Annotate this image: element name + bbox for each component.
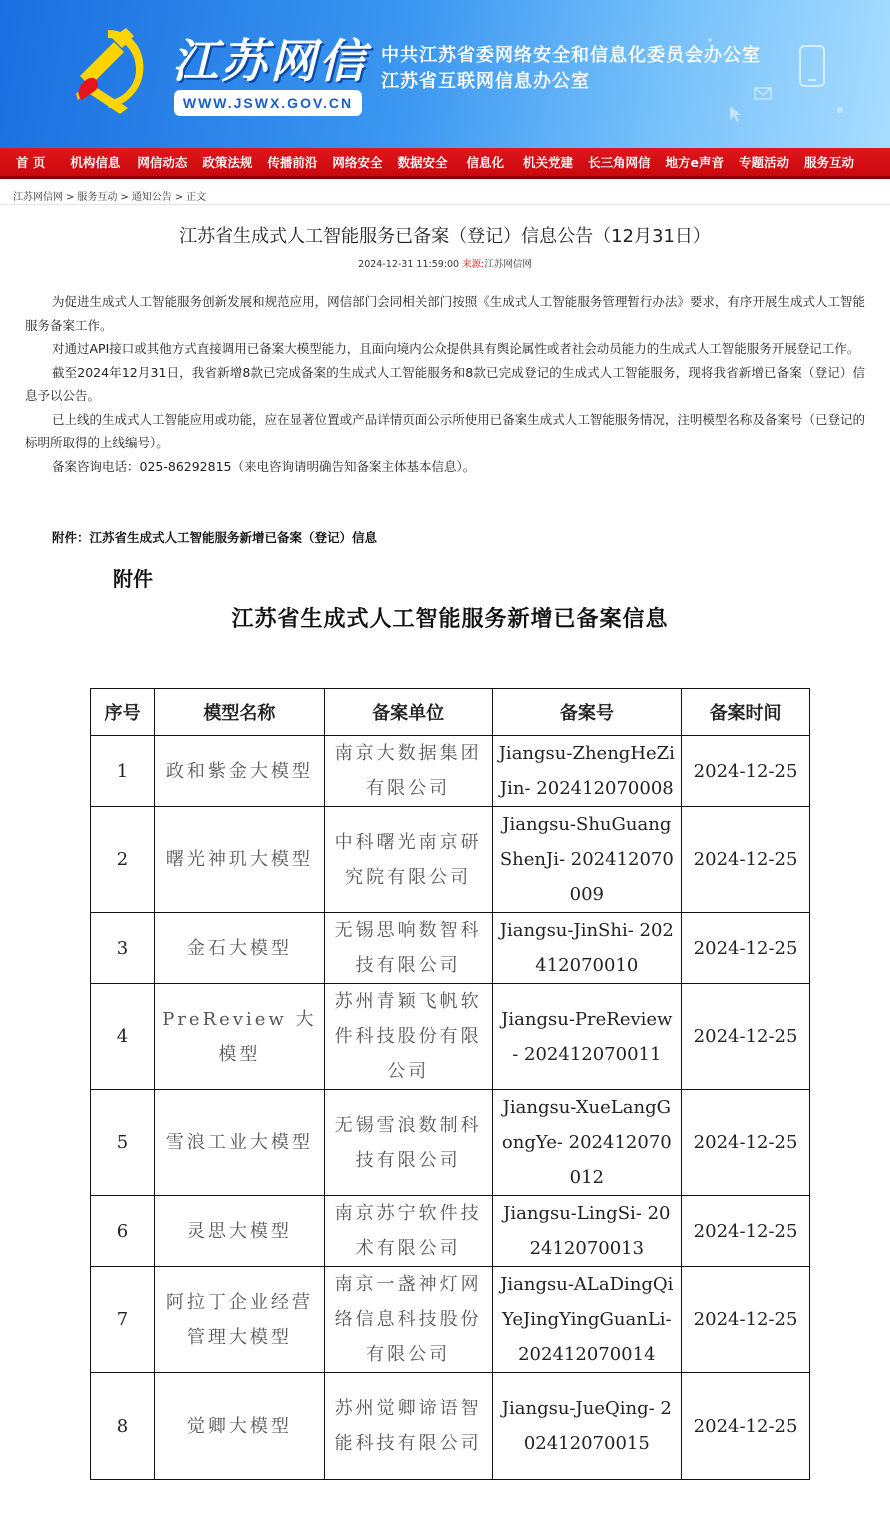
source-name: 江苏网信网 <box>484 259 532 270</box>
breadcrumb: 江苏网信网 > 服务互动 > 通知公告 > 正文 <box>13 192 207 203</box>
main-nav <box>0 148 890 179</box>
cell-reg-no: Jiangsu-ZhengHeZiJin- 202412070008 <box>492 736 682 807</box>
table-row <box>91 984 810 1090</box>
cell-unit: 苏州觉卿谛语智能科技有限公司 <box>324 1373 492 1480</box>
cell-date: 2024-12-25 <box>682 1196 810 1267</box>
table-header-row <box>91 689 810 736</box>
cell-unit: 无锡思响数智科技有限公司 <box>324 913 492 984</box>
article-meta <box>0 256 890 270</box>
cell-date: 2024-12-25 <box>682 1090 810 1196</box>
cell-date: 2024-12-25 <box>682 984 810 1090</box>
breadcrumb-service[interactable]: 服务互动 <box>77 192 118 203</box>
table-row <box>91 913 810 984</box>
cell-no: 1 <box>91 736 155 807</box>
cell-reg-no: Jiangsu-PreReview - 202412070011 <box>492 984 682 1090</box>
cell-date: 2024-12-25 <box>682 1373 810 1480</box>
nav-item-org-info[interactable]: 机构信息 <box>70 155 121 170</box>
cell-no: 3 <box>91 913 155 984</box>
cursor-icon <box>730 106 741 122</box>
table-row <box>91 807 810 913</box>
cell-model-name: 金石大模型 <box>154 913 324 984</box>
cell-unit: 苏州青颖飞帆软件科技股份有限公司 <box>324 984 492 1090</box>
cell-model-name: 灵思大模型 <box>154 1196 324 1267</box>
table-row <box>91 1267 810 1373</box>
cell-date: 2024-12-25 <box>682 913 810 984</box>
cell-model-name: 阿拉丁企业经营管理大模型 <box>154 1267 324 1373</box>
attachment-note: 附件：江苏省生成式人工智能服务新增已备案（登记）信息 <box>52 530 378 545</box>
header-reg-no: 备案号 <box>492 689 682 736</box>
nav-item-events[interactable]: 专题活动 <box>738 155 789 170</box>
header-unit: 备案单位 <box>324 689 492 736</box>
table-row <box>91 1373 810 1480</box>
breadcrumb-current: 正文 <box>186 192 207 203</box>
cell-date: 2024-12-25 <box>682 807 810 913</box>
paragraph: 备案咨询电话：025-86292815（来电咨询请明确告知备案主体基本信息）。 <box>52 458 476 474</box>
nav-item-cybersecurity[interactable]: 网络安全 <box>332 155 383 170</box>
nav-item-news[interactable]: 网信动态 <box>137 155 188 170</box>
annex-label: 附件 <box>113 567 153 591</box>
table-row <box>91 736 810 807</box>
nav-item-informatization[interactable]: 信息化 <box>466 155 504 170</box>
org-name-line2: 江苏省互联网信息办公室 <box>381 71 590 92</box>
cell-date: 2024-12-25 <box>682 1267 810 1373</box>
cell-reg-no: Jiangsu-LingSi- 202412070013 <box>492 1196 682 1267</box>
breadcrumb-home[interactable]: 江苏网信网 <box>13 192 63 203</box>
article-body <box>25 290 865 478</box>
cell-reg-no: Jiangsu-XueLangGongYe- 202412070012 <box>492 1090 682 1196</box>
cell-reg-no: Jiangsu-JueQing- 202412070015 <box>492 1373 682 1480</box>
cell-reg-no: Jiangsu-ShuGuangShenJi- 202412070009 <box>492 807 682 913</box>
publish-datetime: 2024-12-31 11:59:00 <box>358 259 460 270</box>
annex-title: 江苏省生成式人工智能服务新增已备案信息 <box>231 606 669 632</box>
breadcrumb-notices[interactable]: 通知公告 <box>131 192 172 203</box>
cell-no: 5 <box>91 1090 155 1196</box>
divider <box>0 204 890 205</box>
site-logo-text[interactable]: 江苏网信 <box>172 34 368 88</box>
paragraph: 为促进生成式人工智能服务创新发展和规范应用，网信部门会同相关部门按照《生成式人工智能服务管理暂行办法》要求，有序开展生成式人工智能服务备案工作。 <box>25 294 865 333</box>
nav-item-local-voice[interactable]: 地方e声音 <box>665 155 724 170</box>
cell-model-name: 觉卿大模型 <box>154 1373 324 1480</box>
nav-item-policy[interactable]: 政策法规 <box>202 155 253 170</box>
source-label: 来源: <box>462 259 485 270</box>
nav-item-service[interactable]: 服务互动 <box>804 155 855 170</box>
cell-no: 6 <box>91 1196 155 1267</box>
header-no: 序号 <box>91 689 155 736</box>
table-row <box>91 1196 810 1267</box>
cell-no: 8 <box>91 1373 155 1480</box>
cell-model-name: 曙光神玑大模型 <box>154 807 324 913</box>
org-name-line1: 中共江苏省委网络安全和信息化委员会办公室 <box>381 45 761 66</box>
article-title: 江苏省生成式人工智能服务已备案（登记）信息公告（12月31日） <box>179 226 711 247</box>
nav-item-party[interactable]: 机关党建 <box>522 155 573 170</box>
registration-table <box>90 688 810 1480</box>
cell-model-name: 政和紫金大模型 <box>154 736 324 807</box>
cell-unit: 南京苏宁软件技术有限公司 <box>324 1196 492 1267</box>
cell-no: 7 <box>91 1267 155 1373</box>
cell-no: 2 <box>91 807 155 913</box>
decorative-icons <box>590 0 890 148</box>
cell-date: 2024-12-25 <box>682 736 810 807</box>
site-url[interactable]: WWW.JSWX.GOV.CN <box>174 90 362 116</box>
paragraph: 截至2024年12月31日，我省新增8款已完成备案的生成式人工智能服务和8款已完成登记的生成式人工智能服务，现将我省新增已备案（登记）信息予以公告。 <box>25 364 865 403</box>
table-row <box>91 1090 810 1196</box>
cell-unit: 南京大数据集团有限公司 <box>324 736 492 807</box>
site-header <box>0 0 890 148</box>
header-date: 备案时间 <box>682 689 810 736</box>
cell-reg-no: Jiangsu-JinShi- 202412070010 <box>492 913 682 984</box>
cell-reg-no: Jiangsu-ALaDingQiYeJingYingGuanLi- 202412070014 <box>492 1267 682 1373</box>
nav-item-frontier[interactable]: 传播前沿 <box>267 155 318 170</box>
party-emblem-icon <box>68 24 152 114</box>
cell-unit: 无锡雪浪数制科技有限公司 <box>324 1090 492 1196</box>
paragraph: 对通过API接口或其他方式直接调用已备案大模型能力，且面向境内公众提供具有舆论属性或者社会动员能力的生成式人工智能服务开展登记工作。 <box>52 341 860 356</box>
paragraph: 已上线的生成式人工智能应用或功能，应在显著位置或产品详情页面公示所使用已备案生成式人工智能服务情况，注明模型名称及备案号（已登记的标明所取得的上线编号）。 <box>25 411 865 450</box>
cell-model-name: 雪浪工业大模型 <box>154 1090 324 1196</box>
nav-item-home[interactable]: 首 页 <box>16 155 46 170</box>
cell-unit: 南京一盏神灯网络信息科技股份有限公司 <box>324 1267 492 1373</box>
nav-item-data-security[interactable]: 数据安全 <box>397 155 448 170</box>
header-model-name: 模型名称 <box>154 689 324 736</box>
nav-item-yangtze-delta[interactable]: 长三角网信 <box>587 155 651 170</box>
cell-unit: 中科曙光南京研究院有限公司 <box>324 807 492 913</box>
cell-no: 4 <box>91 984 155 1090</box>
cell-model-name: PreReview 大模型 <box>154 984 324 1090</box>
